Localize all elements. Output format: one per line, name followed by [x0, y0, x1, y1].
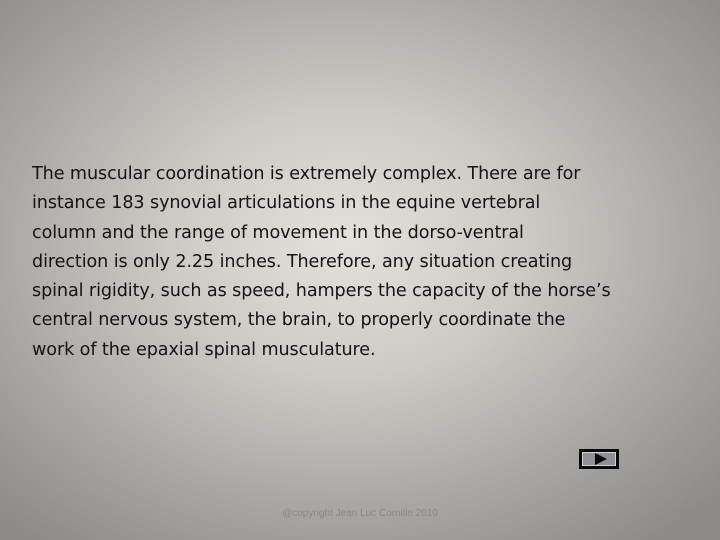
next-slide-button[interactable] — [579, 449, 619, 469]
body-text — [32, 160, 692, 365]
body-line: direction is only 2.25 inches. Therefore, any situation creating — [32, 251, 573, 272]
footer-copyright: @copyright Jean Luc Cornille 2010 — [282, 508, 438, 519]
body-line: spinal rigidity, such as speed, hampers the capacity of the horse’s — [32, 281, 611, 302]
slide-number: 13 — [678, 508, 690, 519]
body-line: central nervous system, the brain, to properly coordinate the — [32, 310, 566, 331]
body-line: The muscular coordination is extremely complex. There are for — [32, 164, 581, 184]
play-arrow-icon — [594, 453, 608, 465]
body-line: column and the range of movement in the dorso-ventral — [32, 222, 524, 243]
body-line: instance 183 synovial articulations in the equine vertebral — [32, 193, 541, 214]
next-slide-button-face — [582, 452, 616, 466]
body-line: work of the epaxial spinal musculature. — [32, 339, 376, 360]
